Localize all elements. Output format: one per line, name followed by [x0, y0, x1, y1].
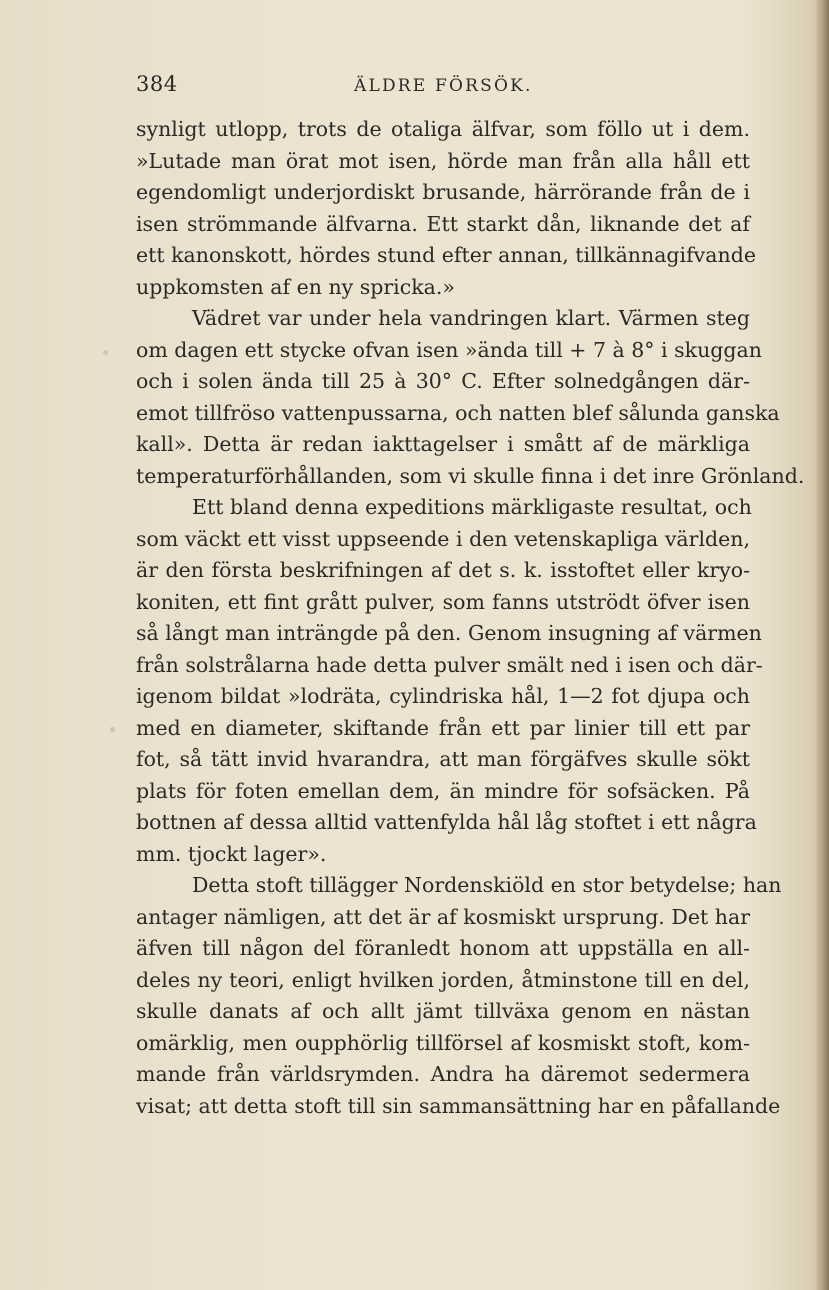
text-line: och i solen ända till 25 à 30° C. Efter solnedgången där-: [136, 369, 750, 393]
text-line: bottnen af dessa alltid vattenfylda hål låg stoftet i ett några: [136, 810, 757, 834]
text-line: egendomligt underjordiskt brusande, härrörande från de i: [136, 180, 750, 204]
text-line: deles ny teori, enligt hvilken jorden, åtminstone till en del,: [136, 967, 750, 992]
text-line: »Lutade man örat mot isen, hörde man från alla håll ett: [136, 148, 750, 173]
text-line: kall». Detta är redan iakttagelser i smått af de märkliga: [136, 432, 750, 456]
text-line: så långt man inträngde på den. Genom insugning af värmen: [136, 621, 762, 645]
text-line: med en diameter, skiftande från ett par linier till ett par: [136, 715, 750, 740]
text-line: om dagen ett stycke ofvan isen »ända till + 7 à 8° i skuggan: [136, 337, 762, 362]
text-line: igenom bildat »lodräta, cylindriska hål, 1—2 fot djupa och: [136, 684, 750, 708]
text-line: skulle danats af och allt jämt tillväxa genom en nästan: [136, 999, 750, 1023]
page-header: [136, 72, 750, 108]
text-line: som väckt ett visst uppseende i den vetenskapliga världen,: [136, 526, 750, 551]
text-line: antager nämligen, att det är af kosmiskt ursprung. Det har: [136, 904, 750, 929]
text-line: synligt utlopp, trots de otaliga älfvar, som föllo ut i dem.: [136, 117, 750, 141]
text-line: ett kanonskott, hördes stund efter annan, tillkännagifvande: [136, 243, 756, 267]
text-line: emot tillfröso vattenpussarna, och natten blef sålunda ganska: [136, 400, 780, 425]
text-line: omärklig, men oupphörlig tillförsel af kosmiskt stoft, kom-: [136, 1030, 750, 1055]
text-line: visat; att detta stoft till sin sammansättning har en påfallande: [136, 1093, 781, 1118]
text-line: är den första beskrifningen af det s. k. isstoftet eller kryo-: [136, 558, 750, 582]
running-head: ÄLDRE FÖRSÖK.: [354, 76, 533, 96]
text-line: uppkomsten af en ny spricka.»: [136, 274, 455, 299]
text-line: från solstrålarna hade detta pulver smält ned i isen och där-: [136, 652, 763, 677]
text-line: äfven till någon del föranledt honom att uppställa en all-: [136, 936, 750, 960]
text-line: koniten, ett fint grått pulver, som fanns utströdt öfver isen: [136, 589, 750, 614]
page-edge-shadow: [815, 0, 829, 1290]
paper-speck: [110, 727, 115, 732]
paper-speck: [103, 350, 108, 355]
text-line: plats för foten emellan dem, än mindre för sofsäcken. På: [136, 778, 750, 803]
text-line: isen strömmande älfvarna. Ett starkt dån, liknande det af: [136, 211, 750, 236]
text-line: Ett bland denna expeditions märkligaste resultat, och: [192, 495, 752, 519]
body-text: [136, 114, 805, 1122]
text-line: mm. tjockt lager».: [136, 841, 327, 866]
text-line: temperaturförhållanden, som vi skulle finna i det inre Grönland.: [136, 463, 805, 488]
text-line: fot, så tätt invid hvarandra, att man förgäfves skulle sökt: [136, 747, 750, 771]
text-line: mande från världsrymden. Andra ha däremot sedermera: [136, 1062, 750, 1086]
text-line: Vädret var under hela vandringen klart. Värmen steg: [192, 306, 750, 330]
page-number: 384: [136, 72, 178, 96]
text-line: Detta stoft tillägger Nordenskiöld en stor betydelse; han: [192, 873, 782, 897]
